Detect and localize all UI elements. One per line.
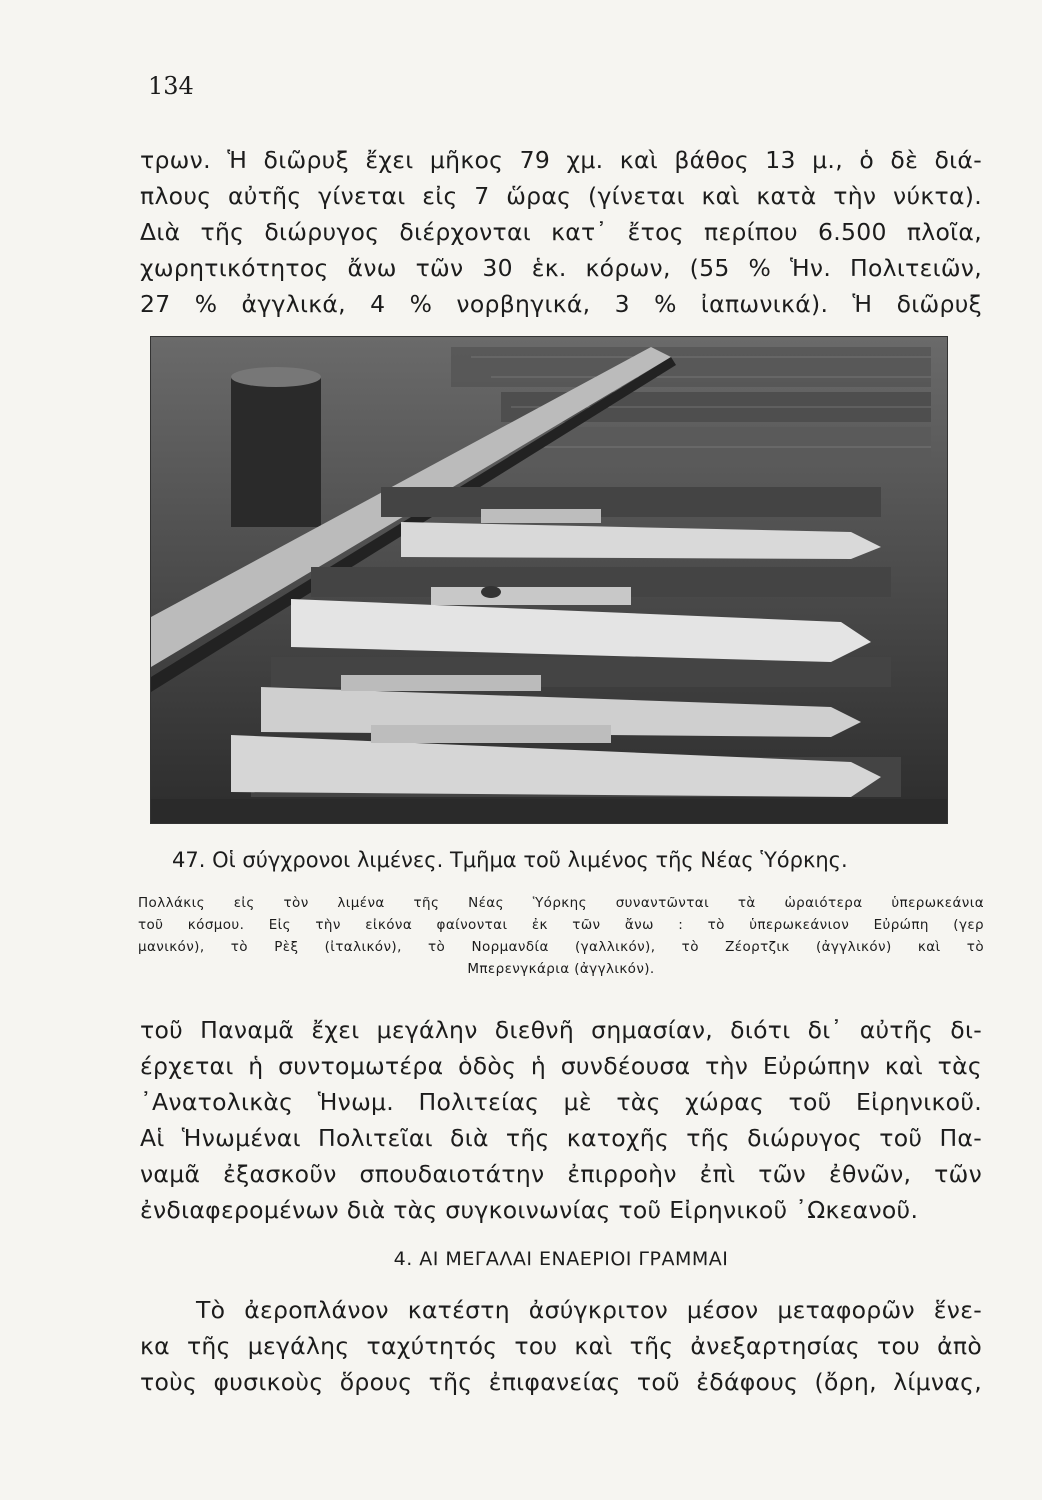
- figure-caption-title: 47. Οἱ σύγχρονοι λιμένες. Τμῆμα τοῦ λιμένος τῆς Νέας Ὑόρκης.: [172, 848, 848, 872]
- section-heading: 4. ΑΙ ΜΕΓΑΛΑΙ ΕΝΑΕΡΙΟΙ ΓΡΑΜΜΑΙ: [393, 1248, 729, 1270]
- text-line: πλους αὐτῆς γίνεται εἰς 7 ὥρας (γίνεται καὶ κατὰ τὴν νύκτα).: [140, 182, 982, 210]
- text-line: τοὺς φυσικοὺς ὅρους τῆς ἐπιφανείας τοῦ ἐδάφους (ὄρη, λίμνας,: [140, 1368, 982, 1396]
- text-line: Αἱ Ἡνωμέναι Πολιτεῖαι διὰ τῆς κατοχῆς τῆς διώρυγος τοῦ Πα-: [140, 1124, 982, 1152]
- text-line: ναμᾶ ἐξασκοῦν σπουδαιοτάτην ἐπιρροὴν ἐπὶ τῶν ἐθνῶν, τῶν: [140, 1160, 982, 1188]
- text-line: έρχεται ἡ συντομωτέρα ὁδὸς ἡ συνδέουσα τὴν Εὐρώπην καὶ τὰς: [140, 1052, 982, 1080]
- panama-paragraph: [140, 1012, 982, 1228]
- caption-line: Πολλάκις εἰς τὸν λιμένα τῆς Νέας Ὑόρκης συναντῶνται τὰ ὡραιότερα ὑπερωκεάνια: [138, 895, 984, 911]
- text-line: τρων. Ἡ διῶρυξ ἔχει μῆκος 79 χμ. καὶ βάθος 13 μ., ὁ δὲ διά-: [140, 146, 982, 174]
- text-line: κα τῆς μεγάλης ταχύτητός του καὶ τῆς ἀνεξαρτησίας του ἀπὸ: [140, 1332, 982, 1360]
- caption-line: μανικόν), τὸ Ρὲξ (ἰταλικόν), τὸ Νορμανδία (γαλλικόν), τὸ Ζέορτζικ (ἀγγλικόν) καὶ τὸ: [138, 939, 984, 955]
- text-line: ἐνδιαφερομένων διὰ τὰς συγκοινωνίας τοῦ Εἰρηνικοῦ ᾽Ωκεανοῦ.: [140, 1196, 919, 1224]
- intro-paragraph: [140, 142, 982, 322]
- caption-line: τοῦ κόσμου. Εἰς τὴν εἰκόνα φαίνονται ἐκ τῶν ἄνω : τὸ ὑπερωκεάνιον Εὐρώπη (γερ: [138, 917, 984, 933]
- harbor-photo: [150, 336, 948, 824]
- text-line: Διὰ τῆς διώρυγος διέρχονται κατ᾽ ἔτος περίπου 6.500 πλοῖα,: [140, 218, 982, 246]
- air-paragraph: [140, 1292, 982, 1400]
- text-line: χωρητικότητος ἄνω τῶν 30 ἑκ. κόρων, (55 % Ἡν. Πολιτειῶν,: [140, 254, 982, 282]
- text-line: 27 % ἀγγλικά, 4 % νορβηγικά, 3 % ἰαπωνικά). Ἡ διῶρυξ: [140, 290, 982, 318]
- text-line: τοῦ Παναμᾶ ἔχει μεγάλην διεθνῆ σημασίαν, διότι δι᾽ αὐτῆς δι-: [140, 1016, 982, 1044]
- figure-caption-note: [138, 892, 984, 980]
- text-line: ᾽Ανατολικὰς Ἡνωμ. Πολιτείας μὲ τὰς χώρας τοῦ Εἰρηνικοῦ.: [140, 1088, 982, 1116]
- text-line: Τὸ ἀεροπλάνον κατέστη ἀσύγκριτον μέσον μεταφορῶν ἕνε-: [196, 1296, 982, 1324]
- page-number: 134: [148, 72, 194, 100]
- caption-line: Μπερενγκάρια (ἀγγλικόν).: [467, 961, 655, 977]
